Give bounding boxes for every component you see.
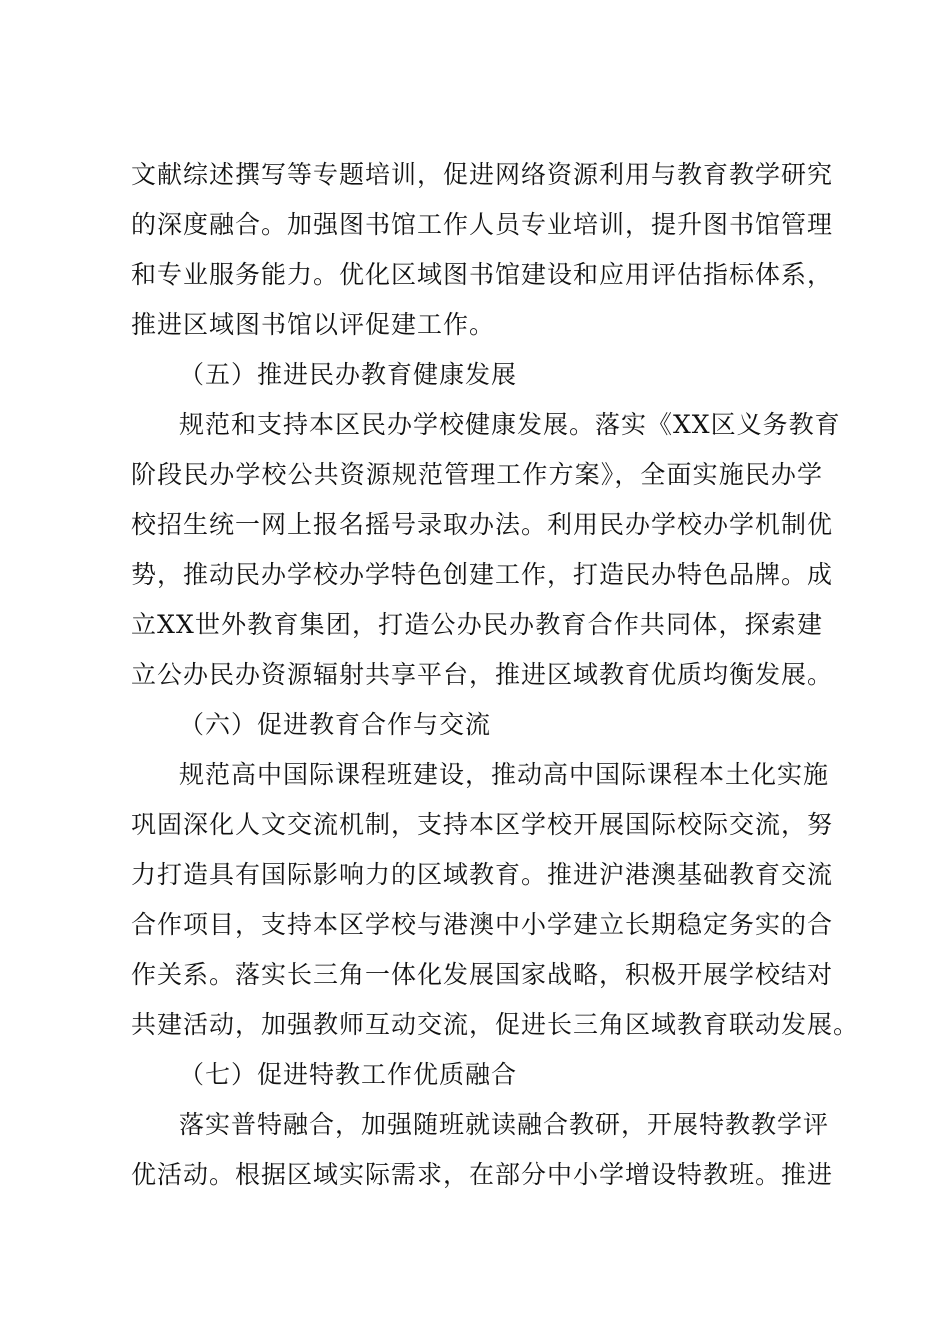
section-heading: （六）促进教育合作与交流 <box>179 710 492 739</box>
paragraph-line: 落实普特融合，加强随班就读融合教研，开展特教教学评 <box>179 1110 830 1139</box>
paragraph-line: 立公办民办资源辐射共享平台，推进区域教育优质均衡发展。 <box>131 660 834 689</box>
paragraph-line: 的深度融合。加强图书馆工作人员专业培训，提升图书馆管理 <box>131 210 834 239</box>
paragraph-line: 阶段民办学校公共资源规范管理工作方案》，全面实施民办学 <box>131 460 823 489</box>
paragraph-line: 巩固深化人文交流机制，支持本区学校开展国际校际交流，努 <box>131 810 834 839</box>
paragraph-line: 文献综述撰写等专题培训，促进网络资源利用与教育教学研究 <box>131 160 834 189</box>
paragraph-line: 合作项目，支持本区学校与港澳中小学建立长期稳定务实的合 <box>131 910 834 939</box>
paragraph-line: 力打造具有国际影响力的区域教育。推进沪港澳基础教育交流 <box>131 860 834 889</box>
paragraph-line: 规范高中国际课程班建设，推动高中国际课程本土化实施 <box>179 760 830 789</box>
paragraph-line: 规范和支持本区民办学校健康发展。落实《XX区义务教育 <box>179 410 841 439</box>
paragraph-line: 共建活动，加强教师互动交流，促进长三角区域教育联动发展。 <box>131 1010 860 1039</box>
paragraph-line: 作关系。落实长三角一体化发展国家战略，积极开展学校结对 <box>131 960 834 989</box>
paragraph-line: 推进区域图书馆以评促建工作。 <box>131 310 496 339</box>
document-body <box>131 150 860 1200</box>
section-heading: （七）促进特教工作优质融合 <box>179 1060 518 1089</box>
section-heading: （五）推进民办教育健康发展 <box>179 360 518 389</box>
paragraph-line: 和专业服务能力。优化区域图书馆建设和应用评估指标体系， <box>131 260 834 289</box>
paragraph-line: 势，推动民办学校办学特色创建工作，打造民办特色品牌。成 <box>131 560 834 589</box>
paragraph-line: 立XX世外教育集团，打造公办民办教育合作共同体，探索建 <box>131 610 823 639</box>
paragraph-line: 优活动。根据区域实际需求，在部分中小学增设特教班。推进 <box>131 1160 834 1189</box>
paragraph-line: 校招生统一网上报名摇号录取办法。利用民办学校办学机制优 <box>131 510 834 539</box>
